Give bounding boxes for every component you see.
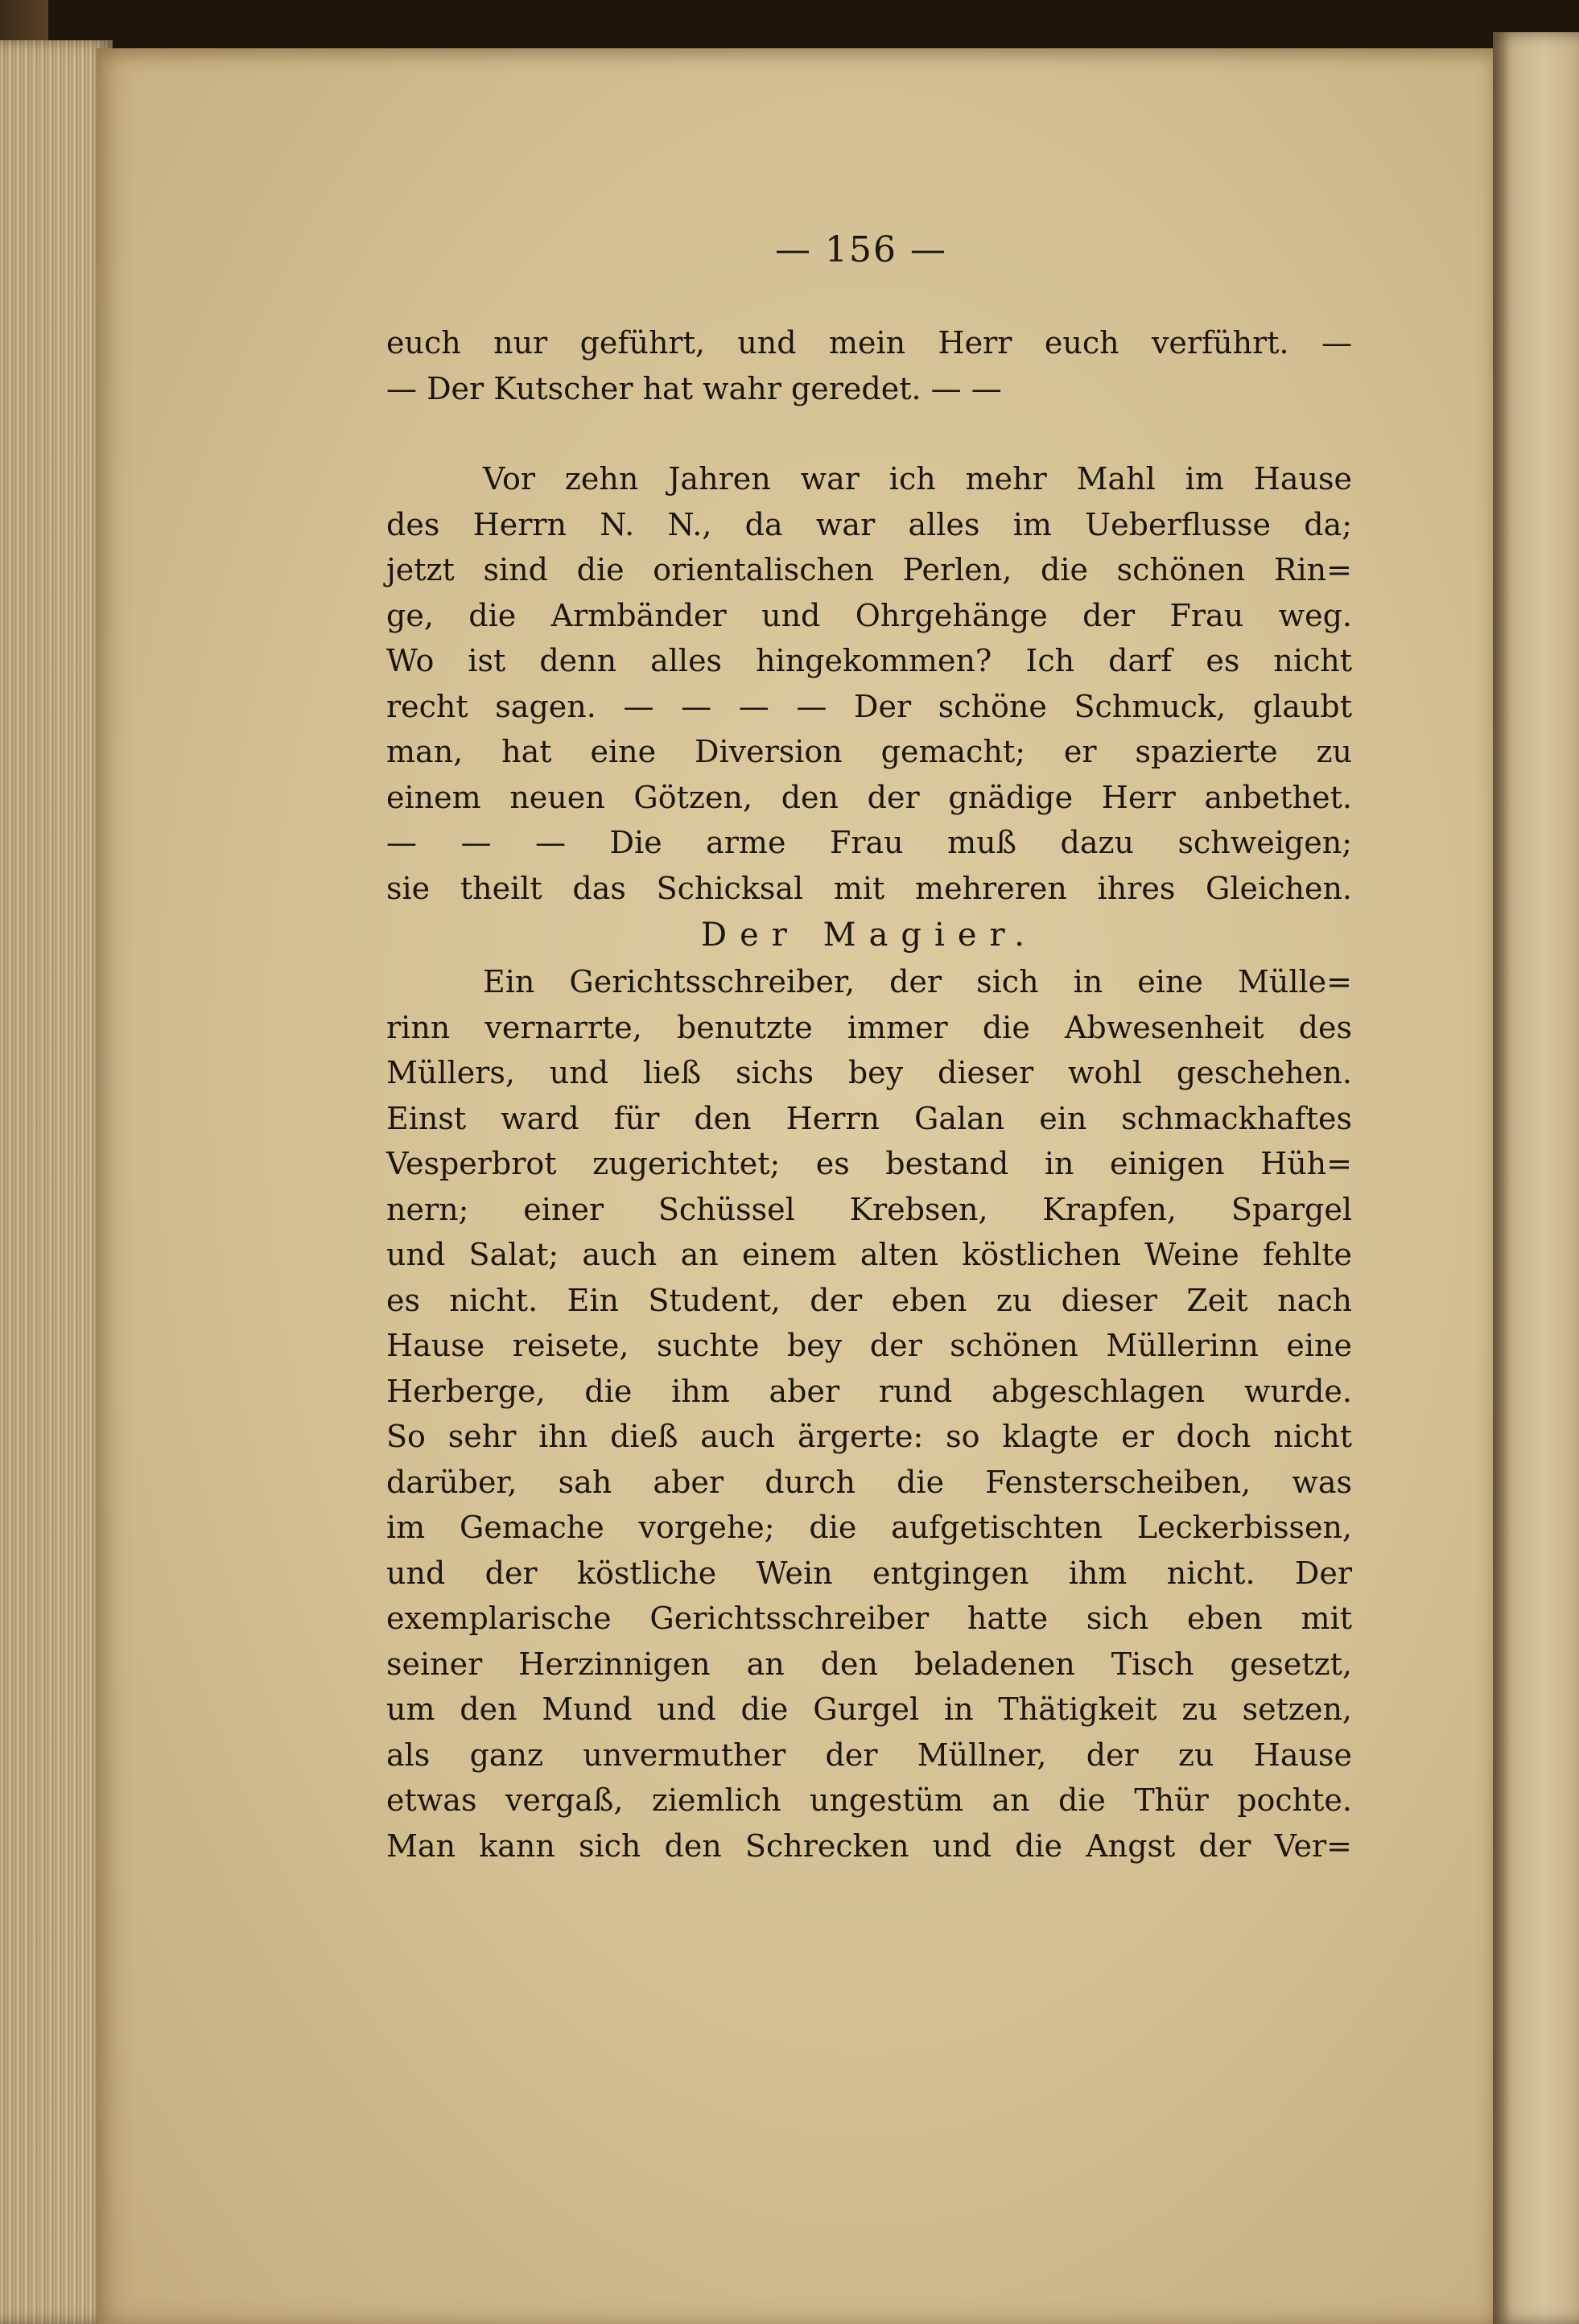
next-page-edge bbox=[1493, 32, 1579, 2324]
text-line: rinn vernarrte, benutzte immer die Abwesenheit des bbox=[386, 1009, 1352, 1045]
text-line: Hause reisete, suchte bey der schönen Müllerinn eine bbox=[386, 1328, 1352, 1363]
page-body bbox=[386, 320, 1352, 1869]
text-line: ge, die Armbänder und Ohrgehänge der Frau weg. bbox=[386, 597, 1352, 633]
text-line: im Gemache vorgehe; die aufgetischten Leckerbissen, bbox=[386, 1510, 1352, 1545]
text-line: Müllers, und ließ sichs bey dieser wohl geschehen. bbox=[386, 1055, 1352, 1090]
text-line: exemplarische Gerichtsschreiber hatte sich eben mit bbox=[386, 1601, 1352, 1636]
text-line: Vor zehn Jahren war ich mehr Mahl im Hause bbox=[483, 461, 1352, 497]
text-line: — Der Kutscher hat wahr geredet. — — bbox=[386, 370, 1002, 406]
text-line: einem neuen Götzen, den der gnädige Herr anbethet. bbox=[386, 779, 1352, 815]
text-line: Ein Gerichtsschreiber, der sich in eine Mülle= bbox=[483, 964, 1352, 999]
text-line: euch nur geführt, und mein Herr euch verführt. — bbox=[386, 325, 1352, 361]
text-line: darüber, sah aber durch die Fensterscheiben, was bbox=[386, 1464, 1352, 1500]
page-edges bbox=[0, 40, 113, 2324]
text-line: recht sagen. — — — — Der schöne Schmuck, glaubt bbox=[386, 688, 1352, 724]
text-line: um den Mund und die Gurgel in Thätigkeit zu setzen, bbox=[386, 1691, 1352, 1727]
text-line: Herberge, die ihm aber rund abgeschlagen wurde. bbox=[386, 1373, 1352, 1409]
text-line: — — — Die arme Frau muß dazu schweigen; bbox=[386, 825, 1352, 860]
text-line: So sehr ihn dieß auch ärgerte: so klagte er doch nicht bbox=[386, 1419, 1352, 1454]
text-line: man, hat eine Diversion gemacht; er spazierte zu bbox=[386, 734, 1352, 769]
text-line: sie theilt das Schicksal mit mehreren ihres Gleichen. bbox=[386, 870, 1352, 906]
text-line: Wo ist denn alles hingekommen? Ich darf es nicht bbox=[386, 643, 1352, 678]
text-line: seiner Herzinnigen an den beladenen Tisch gesetzt, bbox=[386, 1646, 1352, 1682]
text-line: des Herrn N. N., da war alles im Ueberflusse da; bbox=[386, 506, 1352, 542]
section-heading: Der Magier. bbox=[701, 917, 1037, 954]
page-number: — 156 — bbox=[775, 229, 947, 270]
text-line: und Salat; auch an einem alten köstlichen Weine fehlte bbox=[386, 1237, 1352, 1272]
text-line: etwas vergaß, ziemlich ungestüm an die Thür pochte. bbox=[386, 1782, 1352, 1818]
text-line: Vesperbrot zugerichtet; es bestand in einigen Hüh= bbox=[386, 1146, 1352, 1181]
text-line: Einst ward für den Herrn Galan ein schmackhaftes bbox=[386, 1100, 1352, 1136]
text-line: als ganz unvermuther der Müllner, der zu Hause bbox=[386, 1737, 1352, 1773]
text-line: und der köstliche Wein entgingen ihm nicht. Der bbox=[386, 1555, 1352, 1591]
text-line: es nicht. Ein Student, der eben zu dieser Zeit nach bbox=[386, 1282, 1352, 1318]
text-line: jetzt sind die orientalischen Perlen, die schönen Rin= bbox=[386, 552, 1352, 587]
text-line: Man kann sich den Schrecken und die Angst der Ver= bbox=[386, 1827, 1352, 1864]
text-line: nern; einer Schüssel Krebsen, Krapfen, Spargel bbox=[386, 1191, 1352, 1227]
